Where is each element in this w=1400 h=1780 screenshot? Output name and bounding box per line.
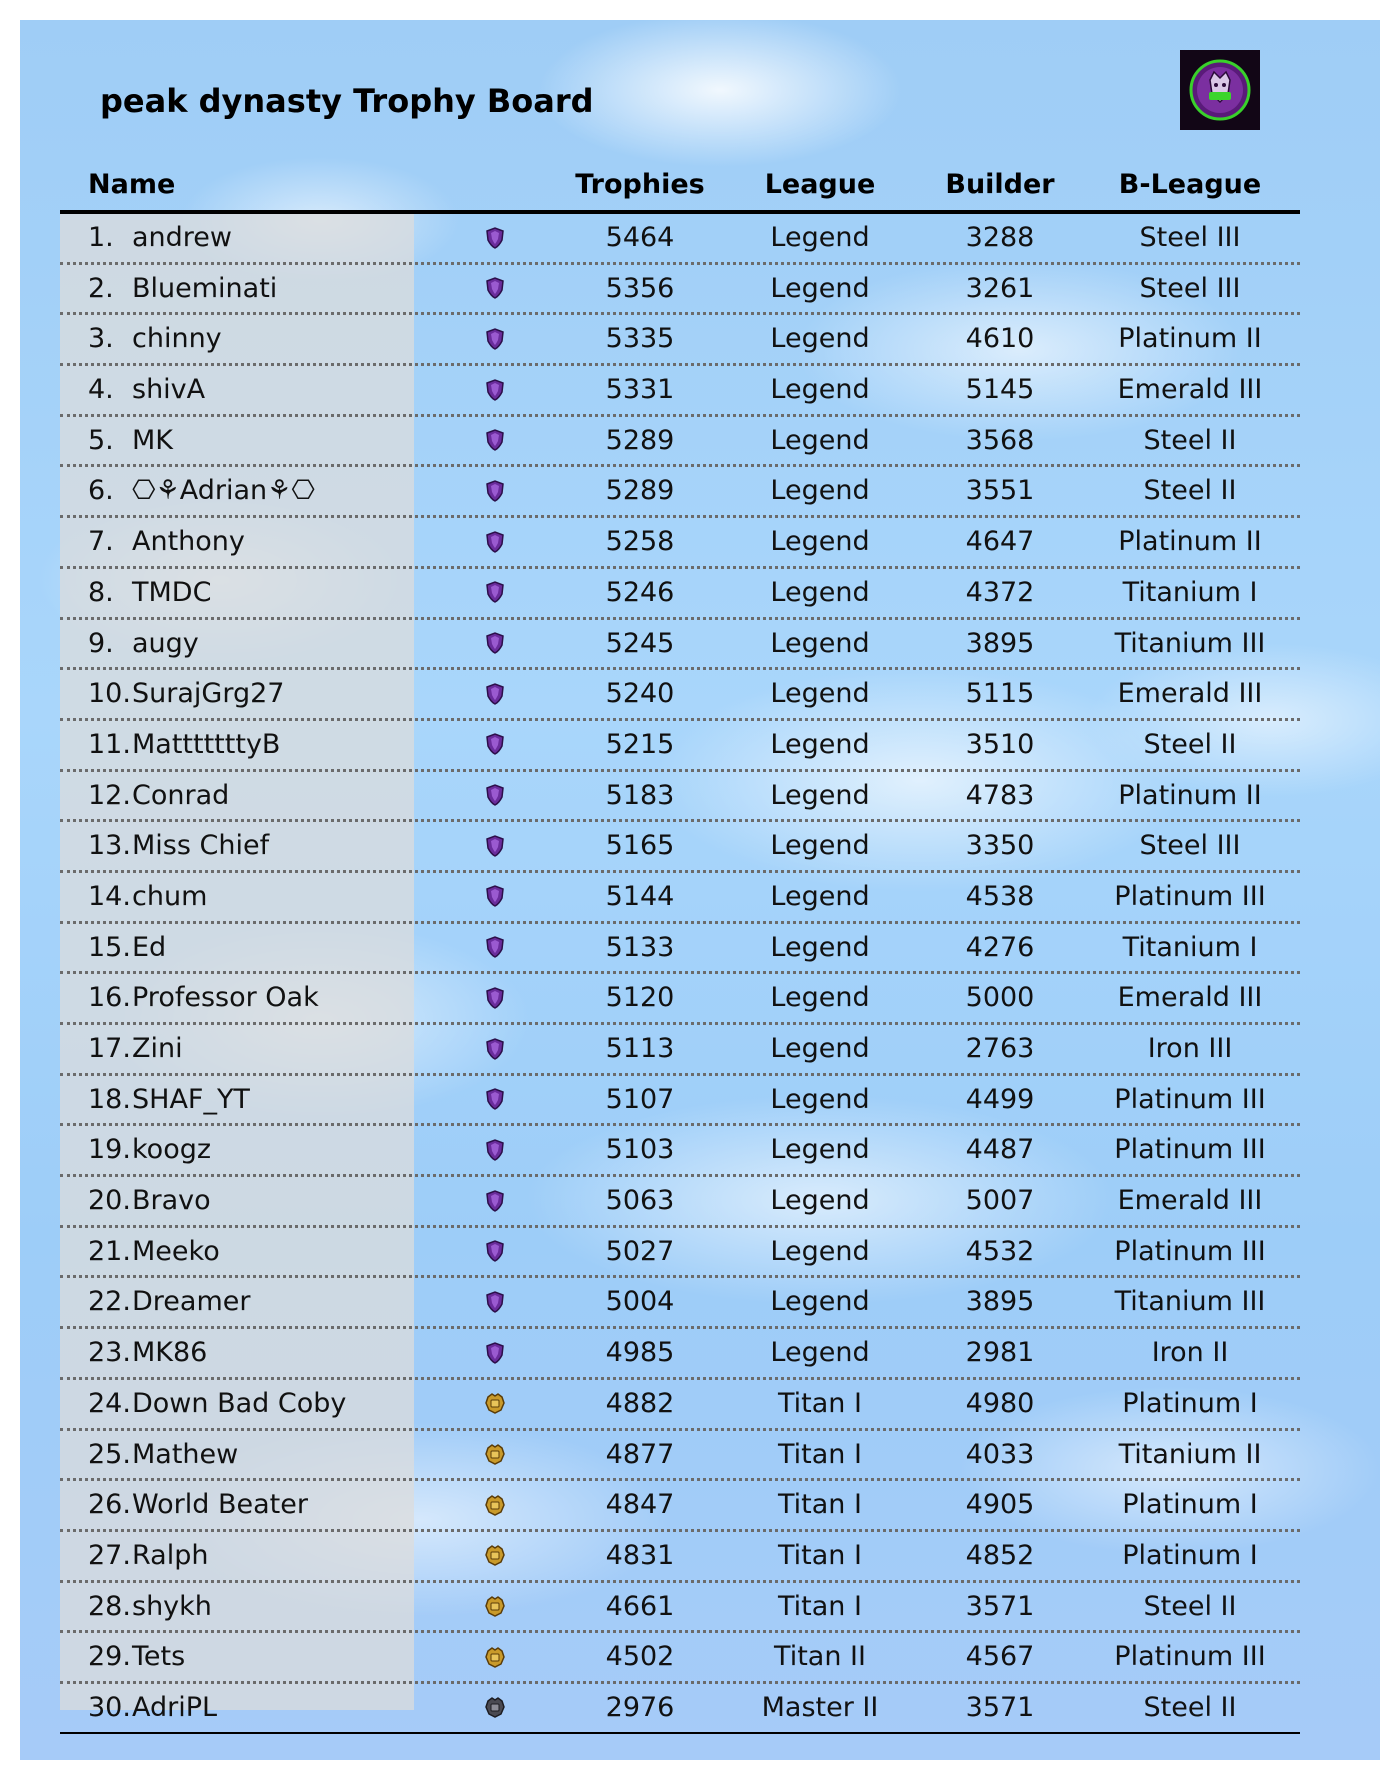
titan-league-icon xyxy=(475,1481,515,1528)
builder-trophies-value: 3568 xyxy=(965,424,1035,456)
trophies-value: 5004 xyxy=(605,1286,675,1318)
table-row xyxy=(60,1481,1300,1532)
league-value: Legend xyxy=(770,931,870,963)
player-name: Professor Oak xyxy=(132,982,319,1014)
legend-league-icon xyxy=(475,1228,515,1275)
builder-trophies-value: 4499 xyxy=(965,1083,1035,1115)
table-row xyxy=(60,1380,1300,1431)
trophies-value: 5289 xyxy=(605,424,675,456)
player-name-cell xyxy=(88,265,277,312)
table-row xyxy=(60,721,1300,772)
trophies-value: 5113 xyxy=(605,1033,675,1064)
rank-number: 28. xyxy=(88,1590,131,1622)
rank-number: 26. xyxy=(88,1489,131,1521)
league-value: Master II xyxy=(761,1691,879,1723)
builder-league-value: Platinum III xyxy=(1114,1641,1266,1673)
builder-trophies-value: 3571 xyxy=(965,1691,1035,1723)
player-name-cell xyxy=(88,569,211,616)
trophies-value: 4831 xyxy=(605,1539,675,1571)
builder-trophies-value: 5007 xyxy=(965,1185,1035,1217)
table-row xyxy=(60,569,1300,620)
league-value: Legend xyxy=(770,830,870,862)
trophies-value: 5215 xyxy=(605,728,675,760)
rank-number: 16. xyxy=(88,982,131,1014)
table-row xyxy=(60,1076,1300,1127)
table-row xyxy=(60,873,1300,924)
builder-league-value: Platinum III xyxy=(1114,1134,1266,1166)
league-value: Legend xyxy=(770,1337,870,1369)
player-name-cell xyxy=(88,1025,183,1072)
league-value: Legend xyxy=(770,1286,870,1318)
table-row xyxy=(60,315,1300,366)
league-value: Legend xyxy=(770,1185,870,1217)
player-name: MK86 xyxy=(132,1337,208,1369)
builder-league-value: Platinum I xyxy=(1122,1489,1258,1521)
table-row xyxy=(60,366,1300,417)
trophies-value: 5246 xyxy=(605,576,675,608)
builder-league-value: Platinum III xyxy=(1114,1235,1266,1267)
builder-league-value: Emerald III xyxy=(1117,374,1263,406)
trophies-value: 5464 xyxy=(605,222,675,253)
rank-number: 9. xyxy=(88,627,114,659)
builder-trophies-value: 3510 xyxy=(965,728,1035,760)
builder-trophies-value: 4538 xyxy=(965,880,1035,912)
player-name: chinny xyxy=(132,323,222,355)
table-row xyxy=(60,974,1300,1025)
builder-trophies-value: 5000 xyxy=(965,982,1035,1014)
legend-league-icon xyxy=(475,214,515,261)
builder-trophies-value: 4567 xyxy=(965,1641,1035,1673)
builder-league-value: Titanium III xyxy=(1114,1286,1266,1318)
builder-league-value: Emerald III xyxy=(1117,1185,1263,1217)
player-name: shivA xyxy=(132,374,206,406)
trophies-value: 5258 xyxy=(605,526,675,558)
legend-league-icon xyxy=(475,1177,515,1224)
league-value: Titan II xyxy=(774,1641,866,1673)
player-name: MK xyxy=(132,424,174,456)
builder-trophies-value: 3571 xyxy=(965,1590,1035,1622)
player-name-cell xyxy=(88,315,222,362)
league-value: Titan I xyxy=(778,1438,862,1470)
builder-league-value: Platinum II xyxy=(1118,779,1262,811)
builder-league-value: Steel II xyxy=(1143,1590,1237,1622)
table-row xyxy=(60,1583,1300,1634)
trophies-value: 4877 xyxy=(605,1438,675,1470)
player-name: World Beater xyxy=(132,1489,308,1521)
builder-league-value: Emerald III xyxy=(1117,678,1263,710)
league-value: Legend xyxy=(770,1235,870,1267)
player-name: shykh xyxy=(132,1590,212,1622)
trophies-value: 5356 xyxy=(605,272,675,304)
player-name-cell xyxy=(88,1329,207,1376)
player-name: chum xyxy=(132,880,208,912)
legend-league-icon xyxy=(475,822,515,869)
rank-number: 12. xyxy=(88,779,131,811)
titan-league-icon xyxy=(475,1431,515,1478)
table-row xyxy=(60,1126,1300,1177)
table-row xyxy=(60,214,1300,265)
trophies-value: 5107 xyxy=(605,1083,675,1115)
rank-number: 10. xyxy=(88,678,131,710)
builder-league-value: Platinum I xyxy=(1122,1539,1258,1571)
builder-trophies-value: 4980 xyxy=(965,1387,1035,1419)
builder-league-value: Steel III xyxy=(1139,830,1241,862)
rank-number: 17. xyxy=(88,1033,131,1064)
builder-trophies-value: 3895 xyxy=(965,1286,1035,1318)
table-row xyxy=(60,1278,1300,1329)
league-value: Legend xyxy=(770,576,870,608)
player-name-cell xyxy=(88,1278,250,1325)
builder-trophies-value: 4647 xyxy=(965,526,1035,558)
league-value: Legend xyxy=(770,1083,870,1115)
player-name: SHAF_YT xyxy=(132,1083,250,1115)
player-name-cell xyxy=(88,1177,211,1224)
table-row xyxy=(60,1228,1300,1279)
player-name: Meeko xyxy=(132,1235,220,1267)
rank-number: 18. xyxy=(88,1083,131,1115)
builder-trophies-value: 4372 xyxy=(965,576,1035,608)
player-name: Tets xyxy=(132,1641,186,1673)
table-row xyxy=(60,822,1300,873)
trophies-value: 4847 xyxy=(605,1489,675,1521)
builder-league-value: Emerald III xyxy=(1117,982,1263,1014)
player-name-cell xyxy=(88,1481,308,1528)
table-row xyxy=(60,518,1300,569)
builder-trophies-value: 3261 xyxy=(965,272,1035,304)
player-name-cell xyxy=(88,1633,185,1680)
league-value: Legend xyxy=(770,323,870,355)
builder-league-value: Steel III xyxy=(1139,272,1241,304)
player-name: TMDC xyxy=(132,576,212,608)
rank-number: 24. xyxy=(88,1387,131,1419)
builder-league-value: Platinum III xyxy=(1114,1083,1266,1115)
builder-trophies-value: 4905 xyxy=(965,1489,1035,1521)
legend-league-icon xyxy=(475,265,515,312)
legend-league-icon xyxy=(475,417,515,464)
league-value: Legend xyxy=(770,475,870,507)
table-header xyxy=(60,160,1300,214)
table-row xyxy=(60,1633,1300,1684)
trophies-value: 5165 xyxy=(605,830,675,862)
player-name-cell xyxy=(88,924,166,971)
league-value: Legend xyxy=(770,982,870,1014)
builder-trophies-value: 4610 xyxy=(965,323,1035,355)
player-name: Mathew xyxy=(132,1438,239,1470)
header-name: Name xyxy=(88,169,176,200)
master-league-icon xyxy=(475,1684,515,1731)
league-value: Titan I xyxy=(778,1387,862,1419)
table-row xyxy=(60,467,1300,518)
builder-league-value: Iron III xyxy=(1147,1033,1233,1064)
builder-trophies-value: 4487 xyxy=(965,1134,1035,1166)
trophies-value: 2976 xyxy=(605,1691,675,1723)
player-name: MatttttttyB xyxy=(132,728,281,760)
builder-league-value: Platinum II xyxy=(1118,323,1262,355)
titan-league-icon xyxy=(475,1583,515,1630)
table-row xyxy=(60,620,1300,671)
builder-trophies-value: 4852 xyxy=(965,1539,1035,1571)
page-title: peak dynasty Trophy Board xyxy=(100,82,594,120)
league-value: Titan I xyxy=(778,1539,862,1571)
legend-league-icon xyxy=(475,873,515,920)
league-value: Titan I xyxy=(778,1489,862,1521)
table-row xyxy=(60,924,1300,975)
player-name-cell xyxy=(88,214,232,261)
builder-league-value: Titanium II xyxy=(1118,1438,1262,1470)
player-name: koogz xyxy=(132,1134,212,1166)
player-name: Blueminati xyxy=(132,272,278,304)
builder-league-value: Iron II xyxy=(1151,1337,1229,1369)
player-name-cell xyxy=(88,974,319,1021)
rank-number: 5. xyxy=(88,424,114,456)
table-row xyxy=(60,670,1300,721)
table-row xyxy=(60,772,1300,823)
player-name: Ralph xyxy=(132,1539,209,1571)
player-name-cell xyxy=(88,822,269,869)
league-value: Legend xyxy=(770,374,870,406)
player-name-cell xyxy=(88,366,205,413)
table-row xyxy=(60,1684,1300,1734)
builder-trophies-value: 3350 xyxy=(965,830,1035,862)
rank-number: 7. xyxy=(88,526,114,558)
header-b-league: B-League xyxy=(1118,169,1262,200)
player-name-cell xyxy=(88,1532,208,1579)
table-row xyxy=(60,1025,1300,1076)
rank-number: 3. xyxy=(88,323,114,355)
player-name-cell xyxy=(88,1228,220,1275)
rank-number: 8. xyxy=(88,576,114,608)
league-value: Legend xyxy=(770,678,870,710)
player-name-cell xyxy=(88,1684,217,1731)
builder-trophies-value: 5145 xyxy=(965,374,1035,406)
table-row xyxy=(60,1177,1300,1228)
player-name-cell xyxy=(88,721,280,768)
rank-number: 11. xyxy=(88,728,131,760)
league-value: Legend xyxy=(770,424,870,456)
legend-league-icon xyxy=(475,366,515,413)
player-name-cell xyxy=(88,467,315,514)
builder-trophies-value: 3288 xyxy=(965,222,1035,253)
builder-trophies-value: 4276 xyxy=(965,931,1035,963)
header-league: League xyxy=(764,169,876,200)
builder-league-value: Platinum II xyxy=(1118,526,1262,558)
legend-league-icon xyxy=(475,670,515,717)
legend-league-icon xyxy=(475,315,515,362)
legend-league-icon xyxy=(475,569,515,616)
builder-trophies-value: 4033 xyxy=(965,1438,1035,1470)
trophies-value: 5027 xyxy=(605,1235,675,1267)
builder-league-value: Titanium III xyxy=(1114,627,1266,659)
titan-league-icon xyxy=(475,1633,515,1680)
rank-number: 4. xyxy=(88,374,114,406)
builder-league-value: Steel II xyxy=(1143,1691,1237,1723)
rank-number: 30. xyxy=(88,1691,131,1723)
trophies-value: 4882 xyxy=(605,1387,675,1419)
player-name: Down Bad Coby xyxy=(132,1387,347,1419)
rank-number: 14. xyxy=(88,880,131,912)
player-name-cell xyxy=(88,873,207,920)
league-value: Titan I xyxy=(778,1590,862,1622)
trophies-value: 5120 xyxy=(605,982,675,1014)
titan-league-icon xyxy=(475,1380,515,1427)
legend-league-icon xyxy=(475,772,515,819)
table-row xyxy=(60,417,1300,468)
player-name: ⎔⚘Adrian⚘⎔ xyxy=(132,475,315,507)
clan-logo-icon xyxy=(1180,50,1260,130)
table-row xyxy=(60,1431,1300,1482)
trophies-value: 5289 xyxy=(605,475,675,507)
player-name: Miss Chief xyxy=(132,830,270,862)
trophies-value: 5063 xyxy=(605,1185,675,1217)
league-value: Legend xyxy=(770,627,870,659)
builder-trophies-value: 2981 xyxy=(965,1337,1035,1369)
league-value: Legend xyxy=(770,1033,870,1064)
builder-trophies-value: 3895 xyxy=(965,627,1035,659)
trophies-value: 4661 xyxy=(605,1590,675,1622)
player-name: SurajGrg27 xyxy=(132,678,285,710)
player-name: Ed xyxy=(132,931,167,963)
trophies-value: 4502 xyxy=(605,1641,675,1673)
player-name-cell xyxy=(88,620,199,667)
legend-league-icon xyxy=(475,1329,515,1376)
rank-number: 13. xyxy=(88,830,131,862)
trophies-value: 5103 xyxy=(605,1134,675,1166)
legend-league-icon xyxy=(475,974,515,1021)
player-name: Zini xyxy=(132,1033,183,1064)
builder-league-value: Steel II xyxy=(1143,728,1237,760)
builder-league-value: Steel III xyxy=(1139,222,1241,253)
header-trophies: Trophies xyxy=(575,169,705,200)
rank-number: 25. xyxy=(88,1438,131,1470)
player-name: AdriPL xyxy=(132,1691,218,1723)
player-name-cell xyxy=(88,1583,212,1630)
rank-number: 6. xyxy=(88,475,114,507)
player-name: Conrad xyxy=(132,779,230,811)
builder-trophies-value: 3551 xyxy=(965,475,1035,507)
league-value: Legend xyxy=(770,728,870,760)
table-row xyxy=(60,1532,1300,1583)
rank-number: 19. xyxy=(88,1134,131,1166)
builder-trophies-value: 4532 xyxy=(965,1235,1035,1267)
header-builder: Builder xyxy=(945,169,1055,200)
builder-league-value: Steel II xyxy=(1143,424,1237,456)
rank-number: 1. xyxy=(88,222,114,253)
legend-league-icon xyxy=(475,1025,515,1072)
trophies-value: 5133 xyxy=(605,931,675,963)
builder-trophies-value: 5115 xyxy=(965,678,1035,710)
league-value: Legend xyxy=(770,272,870,304)
player-name-cell xyxy=(88,1126,211,1173)
rank-number: 15. xyxy=(88,931,131,963)
trophy-board xyxy=(20,20,1380,1760)
rank-number: 27. xyxy=(88,1539,131,1571)
rank-number: 21. xyxy=(88,1235,131,1267)
legend-league-icon xyxy=(475,1278,515,1325)
builder-trophies-value: 4783 xyxy=(965,779,1035,811)
table-row xyxy=(60,265,1300,316)
builder-league-value: Steel II xyxy=(1143,475,1237,507)
titan-league-icon xyxy=(475,1532,515,1579)
player-name-cell xyxy=(88,1431,238,1478)
trophies-value: 5144 xyxy=(605,880,675,912)
player-name: andrew xyxy=(132,222,232,253)
legend-league-icon xyxy=(475,721,515,768)
builder-league-value: Platinum I xyxy=(1122,1387,1258,1419)
trophies-value: 5335 xyxy=(605,323,675,355)
trophies-value: 4985 xyxy=(605,1337,675,1369)
trophies-value: 5331 xyxy=(605,374,675,406)
legend-league-icon xyxy=(475,518,515,565)
player-name-cell xyxy=(88,417,173,464)
league-value: Legend xyxy=(770,1134,870,1166)
player-name: Dreamer xyxy=(132,1286,251,1318)
rank-number: 22. xyxy=(88,1286,131,1318)
builder-trophies-value: 2763 xyxy=(965,1033,1035,1064)
legend-league-icon xyxy=(475,1076,515,1123)
player-name-cell xyxy=(88,772,229,819)
table-row xyxy=(60,1329,1300,1380)
rank-number: 23. xyxy=(88,1337,131,1369)
table-body xyxy=(60,214,1300,1734)
player-name: augy xyxy=(132,627,199,659)
league-value: Legend xyxy=(770,880,870,912)
builder-league-value: Platinum III xyxy=(1114,880,1266,912)
trophies-value: 5245 xyxy=(605,627,675,659)
player-name-cell xyxy=(88,1380,346,1427)
legend-league-icon xyxy=(475,924,515,971)
rank-number: 29. xyxy=(88,1641,131,1673)
player-name-cell xyxy=(88,518,245,565)
legend-league-icon xyxy=(475,467,515,514)
league-value: Legend xyxy=(770,526,870,558)
player-name-cell xyxy=(88,670,284,717)
league-value: Legend xyxy=(770,779,870,811)
legend-league-icon xyxy=(475,1126,515,1173)
legend-league-icon xyxy=(475,620,515,667)
rank-number: 20. xyxy=(88,1185,131,1217)
trophies-value: 5183 xyxy=(605,779,675,811)
builder-league-value: Titanium I xyxy=(1122,576,1258,608)
league-value: Legend xyxy=(770,222,870,253)
rank-number: 2. xyxy=(88,272,114,304)
leaderboard-table xyxy=(60,160,1300,1734)
builder-league-value: Titanium I xyxy=(1122,931,1258,963)
trophies-value: 5240 xyxy=(605,678,675,710)
player-name: Anthony xyxy=(132,526,245,558)
player-name: Bravo xyxy=(132,1185,211,1217)
player-name-cell xyxy=(88,1076,250,1123)
